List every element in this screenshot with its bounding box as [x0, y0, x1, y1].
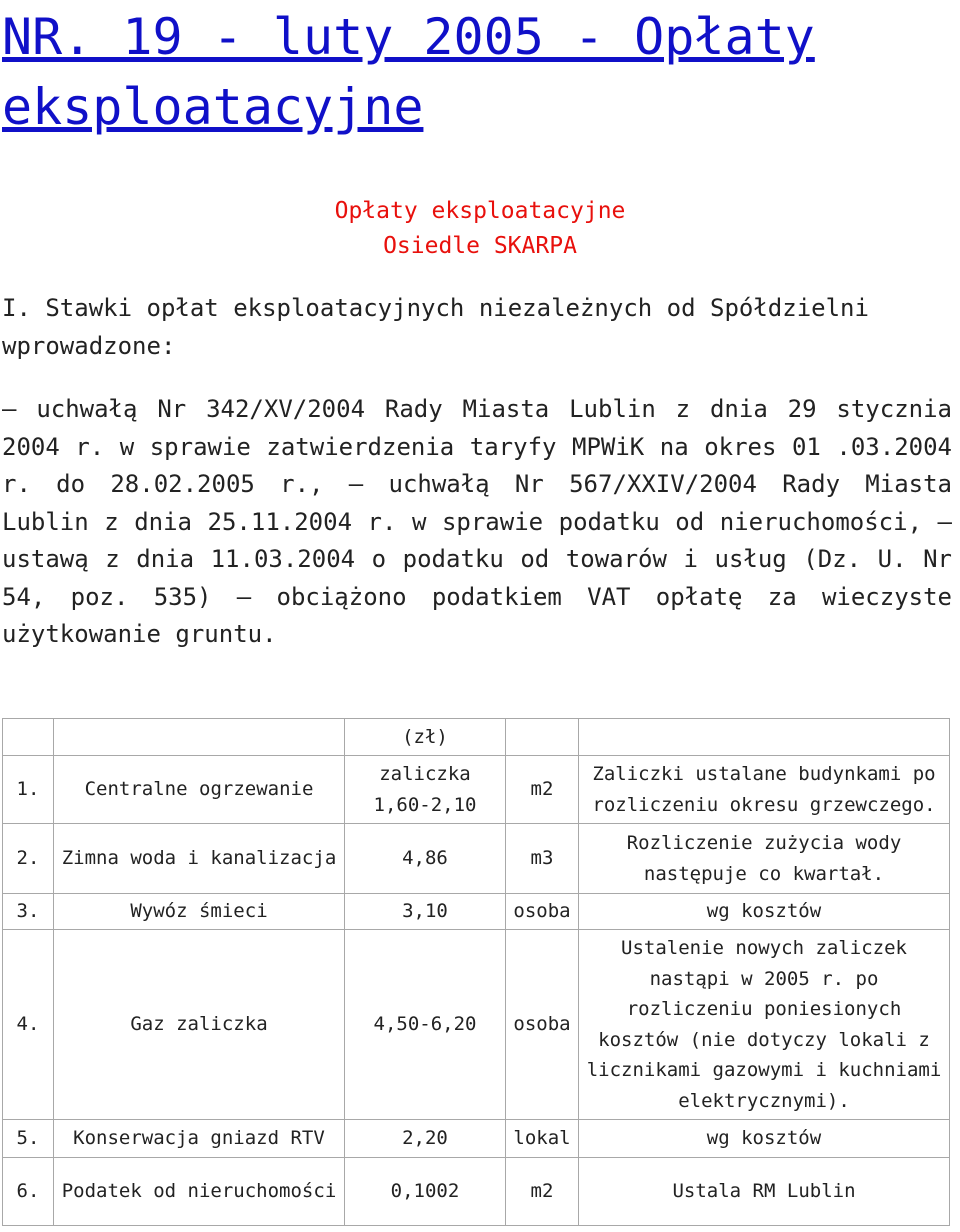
row-number: 1. [3, 756, 54, 824]
fee-name: Centralne ogrzewanie [54, 756, 345, 824]
fee-unit: m2 [506, 1158, 579, 1226]
header-cell-currency: (zł) [345, 719, 506, 756]
fee-rate: 0,1002 [345, 1158, 506, 1226]
fee-rate: zaliczka 1,60-2,10 [345, 756, 506, 824]
table-row [3, 824, 950, 894]
fee-unit: osoba [506, 894, 579, 930]
row-number: 2. [3, 824, 54, 894]
legal-basis-paragraph: – uchwałą Nr 342/XV/2004 Rady Miasta Lublin z dnia 29 stycznia 2004 r. w sprawie zatwierdzenia taryfy MPWiK na okres 01 .03.2004 r. do 28.02.2005 r., – uchwałą Nr 567/XXIV/2004 Rady Miasta Lublin z dnia 25.11.2004 r. w sprawie podatku od nieruchomości, – ustawą z dnia 11.03.2004 o podatku od towarów i usług (Dz. U. Nr 54, poz. 535) – obciążono podatkiem VAT opłatę za wieczyste użytkowanie gruntu. [2, 395, 952, 648]
fee-note: Rozliczenie zużycia wody następuje co kwartał. [579, 824, 950, 894]
fee-note: Zaliczki ustalane budynkami po rozliczeniu okresu grzewczego. [579, 756, 950, 824]
header-cell [579, 719, 950, 756]
fee-rate: 4,86 [345, 824, 506, 894]
table-row [3, 1120, 950, 1158]
fee-note: wg kosztów [579, 894, 950, 930]
table-row [3, 930, 950, 1120]
intro-paragraph: I. Stawki opłat eksploatacyjnych niezależnych od Spółdzielni wprowadzone: [2, 294, 869, 360]
fee-unit: lokal [506, 1120, 579, 1158]
fee-rate: 4,50-6,20 [345, 930, 506, 1120]
row-number: 6. [3, 1158, 54, 1226]
fee-name: Podatek od nieruchomości [54, 1158, 345, 1226]
fee-unit: m2 [506, 756, 579, 824]
table-row [3, 1158, 950, 1226]
section-heading: Opłaty eksploatacyjne [334, 198, 626, 224]
estate-name: Osiedle SKARPA [383, 233, 577, 259]
fee-unit: osoba [506, 930, 579, 1120]
fee-note: wg kosztów [579, 1120, 950, 1158]
article-title-link[interactable]: NR. 19 - luty 2005 - Opłaty eksploatacyjne [2, 8, 815, 136]
table-row [3, 756, 950, 824]
fee-name: Konserwacja gniazd RTV [54, 1120, 345, 1158]
fee-name: Gaz zaliczka [54, 930, 345, 1120]
table-header-row [3, 719, 950, 756]
header-cell [3, 719, 54, 756]
fees-table [2, 718, 950, 1226]
fee-rate: 2,20 [345, 1120, 506, 1158]
fee-note: Ustalenie nowych zaliczek nastąpi w 2005 r. po rozliczeniu poniesionych kosztów (nie dotyczy lokali z licznikami gazowymi i kuchniami elektrycznymi). [579, 930, 950, 1120]
header-cell [54, 719, 345, 756]
row-number: 5. [3, 1120, 54, 1158]
row-number: 3. [3, 894, 54, 930]
fee-name: Zimna woda i kanalizacja [54, 824, 345, 894]
fee-unit: m3 [506, 824, 579, 894]
fee-note: Ustala RM Lublin [579, 1158, 950, 1226]
fee-name: Wywóz śmieci [54, 894, 345, 930]
header-cell [506, 719, 579, 756]
row-number: 4. [3, 930, 54, 1120]
table-row [3, 894, 950, 930]
fee-rate: 3,10 [345, 894, 506, 930]
